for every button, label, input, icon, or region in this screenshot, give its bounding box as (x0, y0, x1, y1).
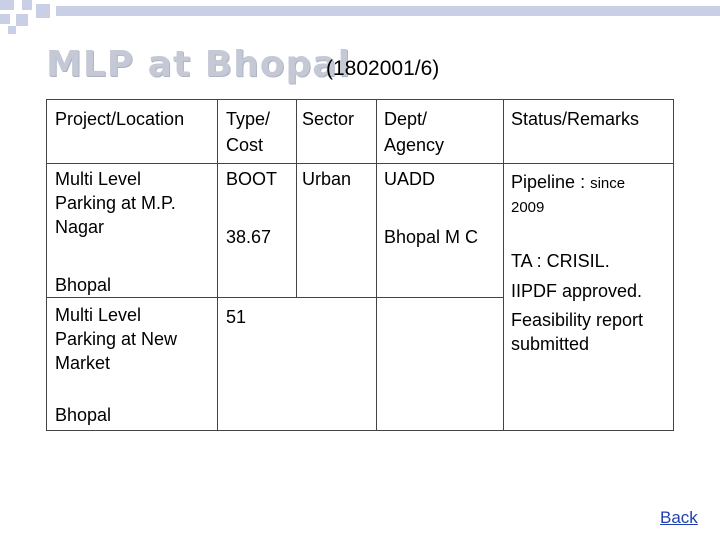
row1-cost: 38.67 (226, 227, 272, 247)
status-line-submitted: submitted (511, 334, 590, 354)
table-border (217, 99, 218, 431)
table-border (46, 163, 674, 164)
row1-project-line2: Parking at M.P. (55, 193, 176, 213)
row1-project-line1: Multi Level (55, 169, 142, 189)
status-pipeline-label: Pipeline (511, 172, 576, 192)
row1-project-line3: Nagar (55, 217, 105, 237)
status-since: since (590, 175, 626, 192)
header-agency: Agency (384, 135, 445, 155)
header-sector: Sector (302, 109, 355, 129)
table-border (296, 99, 297, 297)
row2-cost: 51 (226, 307, 247, 327)
row1-type: BOOT (226, 169, 278, 189)
table-border (46, 99, 47, 431)
header-project: Project/Location (55, 109, 185, 129)
project-code: (1802001/6) (326, 57, 440, 80)
row2-project-line2: Parking at New (55, 329, 178, 349)
row1-agency: Bhopal M C (384, 227, 479, 247)
back-link[interactable]: Back (660, 508, 698, 527)
status-pipeline (511, 170, 625, 196)
header-type: Type/ (226, 109, 271, 129)
row1-sector: Urban (302, 169, 352, 189)
status-pipeline-separator: : (580, 172, 586, 192)
row2-project-line1: Multi Level (55, 305, 142, 325)
row1-location: Bhopal (55, 275, 112, 295)
slide-title: MLP at Bhopal (46, 44, 351, 85)
table-border (46, 430, 674, 431)
status-line-iipdf: IIPDF approved. (511, 281, 643, 301)
table-border (376, 99, 377, 431)
decorative-checker-pattern (0, 0, 720, 34)
header-status: Status/Remarks (511, 109, 640, 129)
status-year: 2009 (511, 199, 545, 216)
table-border (673, 99, 674, 431)
table-border (46, 297, 503, 298)
status-line-ta: TA : CRISIL. (511, 251, 610, 271)
project-table (46, 99, 674, 431)
row2-project-line3: Market (55, 353, 111, 373)
header-dept: Dept/ (384, 109, 428, 129)
row2-location: Bhopal (55, 405, 112, 425)
table-border (503, 99, 504, 431)
header-cost: Cost (226, 135, 264, 155)
row1-dept: UADD (384, 169, 436, 189)
status-line-feasibility: Feasibility report (511, 310, 644, 330)
table-border (46, 99, 674, 100)
